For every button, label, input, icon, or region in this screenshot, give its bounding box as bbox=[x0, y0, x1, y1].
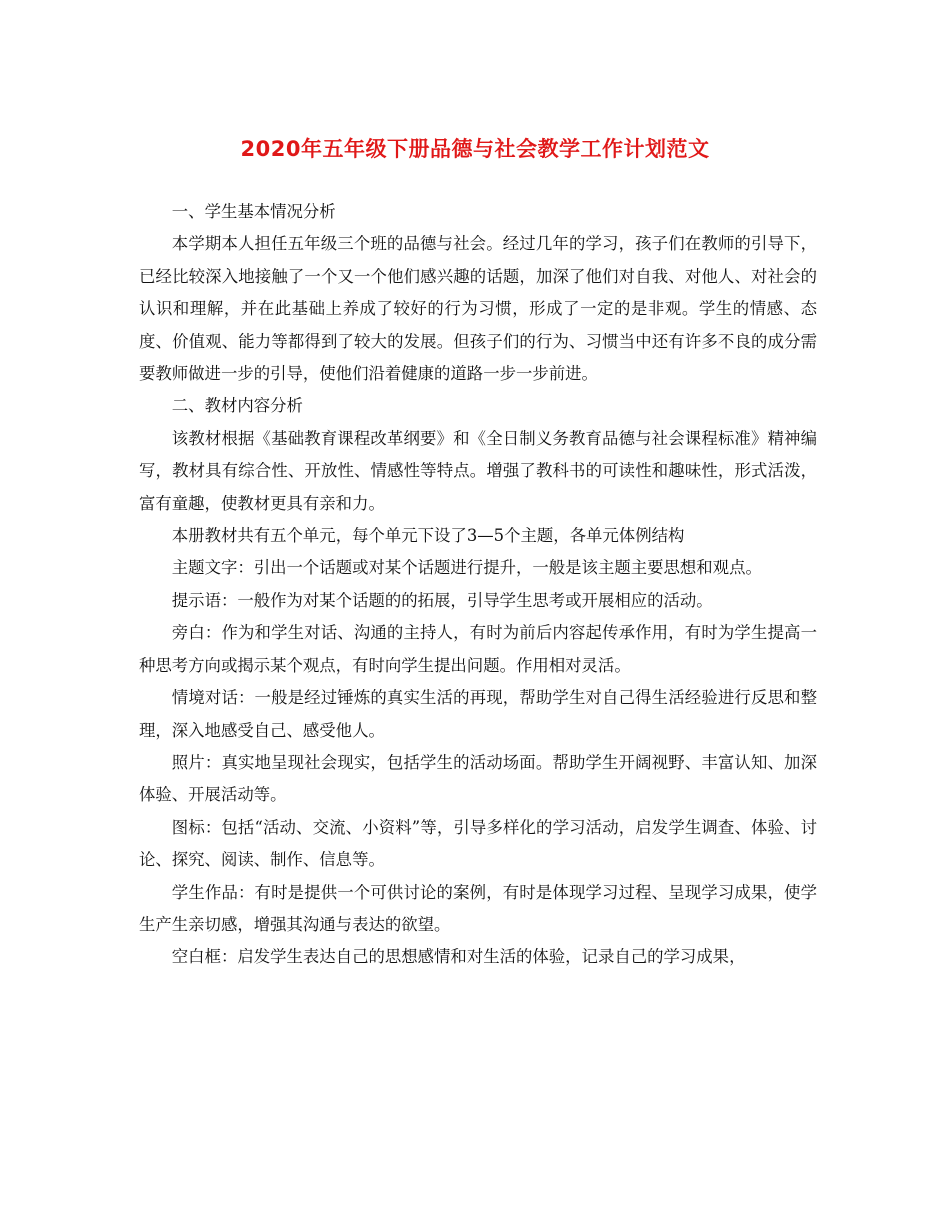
paragraph-photos: 照片：真实地呈现社会现实，包括学生的活动场面。帮助学生开阔视野、丰富认知、加深体验、开展活动等。 bbox=[139, 752, 817, 805]
section-heading-textbook-analysis: 二、教材内容分析 bbox=[171, 396, 303, 416]
paragraph-blank-box: 空白框：启发学生表达自己的思想感情和对生活的体验，记录自己的学习成果， bbox=[171, 947, 746, 967]
section-heading-student-analysis: 一、学生基本情况分析 bbox=[171, 202, 336, 221]
paragraph-theme-text: 主题文字：引出一个话题或对某个话题进行提升，一般是该主题主要思想和观点。 bbox=[171, 558, 762, 578]
paragraph-aside: 旁白：作为和学生对话、沟通的主持人，有时为前后内容起传承作用，有时为学生提高一种思考方向或揭示某个观点，有时向学生提出问题。作用相对灵活。 bbox=[139, 623, 817, 675]
paragraph-unit-structure: 本册教材共有五个单元，每个单元下设了3—5个主题，各单元体例结构 bbox=[171, 526, 685, 546]
document-title: 2020年五年级下册品德与社会教学工作计划范文 bbox=[240, 137, 710, 162]
paragraph-dialogue: 情境对话：一般是经过锤炼的真实生活的再现，帮助学生对自己得生活经验进行反思和整理，深入地感受自己、感受他人。 bbox=[139, 688, 817, 740]
paragraph-prompt: 提示语：一般作为对某个话题的的拓展，引导学生思考或开展相应的活动。 bbox=[171, 590, 713, 610]
paragraph-student-works: 学生作品：有时是提供一个可供讨论的案例，有时是体现学习过程、呈现学习成果，使学生产生亲切感，增强其沟通与表达的欲望。 bbox=[139, 882, 817, 934]
paragraph-student-situation: 本学期本人担任五年级三个班的品德与社会。经过几年的学习，孩子们在教师的引导下，已经比较深入地接触了一个又一个他们感兴趣的话题，加深了他们对自我、对他人、对社会的认识和理解，并在此基础上养成了较好的行为习惯，形成了一定的是非观。学生的情感、态度、价值观、能力等都得到了较大的发展。但孩子们的行为、习惯当中还有许多不良的成分需要教师做进一步的引导，使他们沿着健康的道路一步一步前进。 bbox=[139, 234, 817, 384]
paragraph-icons: 图标：包括“活动、交流、小资料”等，引导多样化的学习活动，启发学生调查、体验、讨论、探究、阅读、制作、信息等。 bbox=[139, 817, 817, 870]
document-body bbox=[139, 196, 817, 974]
paragraph-textbook-basis: 该教材根据《基础教育课程改革纲要》和《全日制义务教育品德与社会课程标准》精神编写，教材具有综合性、开放性、情感性等特点。增强了教科书的可读性和趣味性，形式活泼，富有童趣，使教材更具有亲和力。 bbox=[139, 428, 817, 513]
